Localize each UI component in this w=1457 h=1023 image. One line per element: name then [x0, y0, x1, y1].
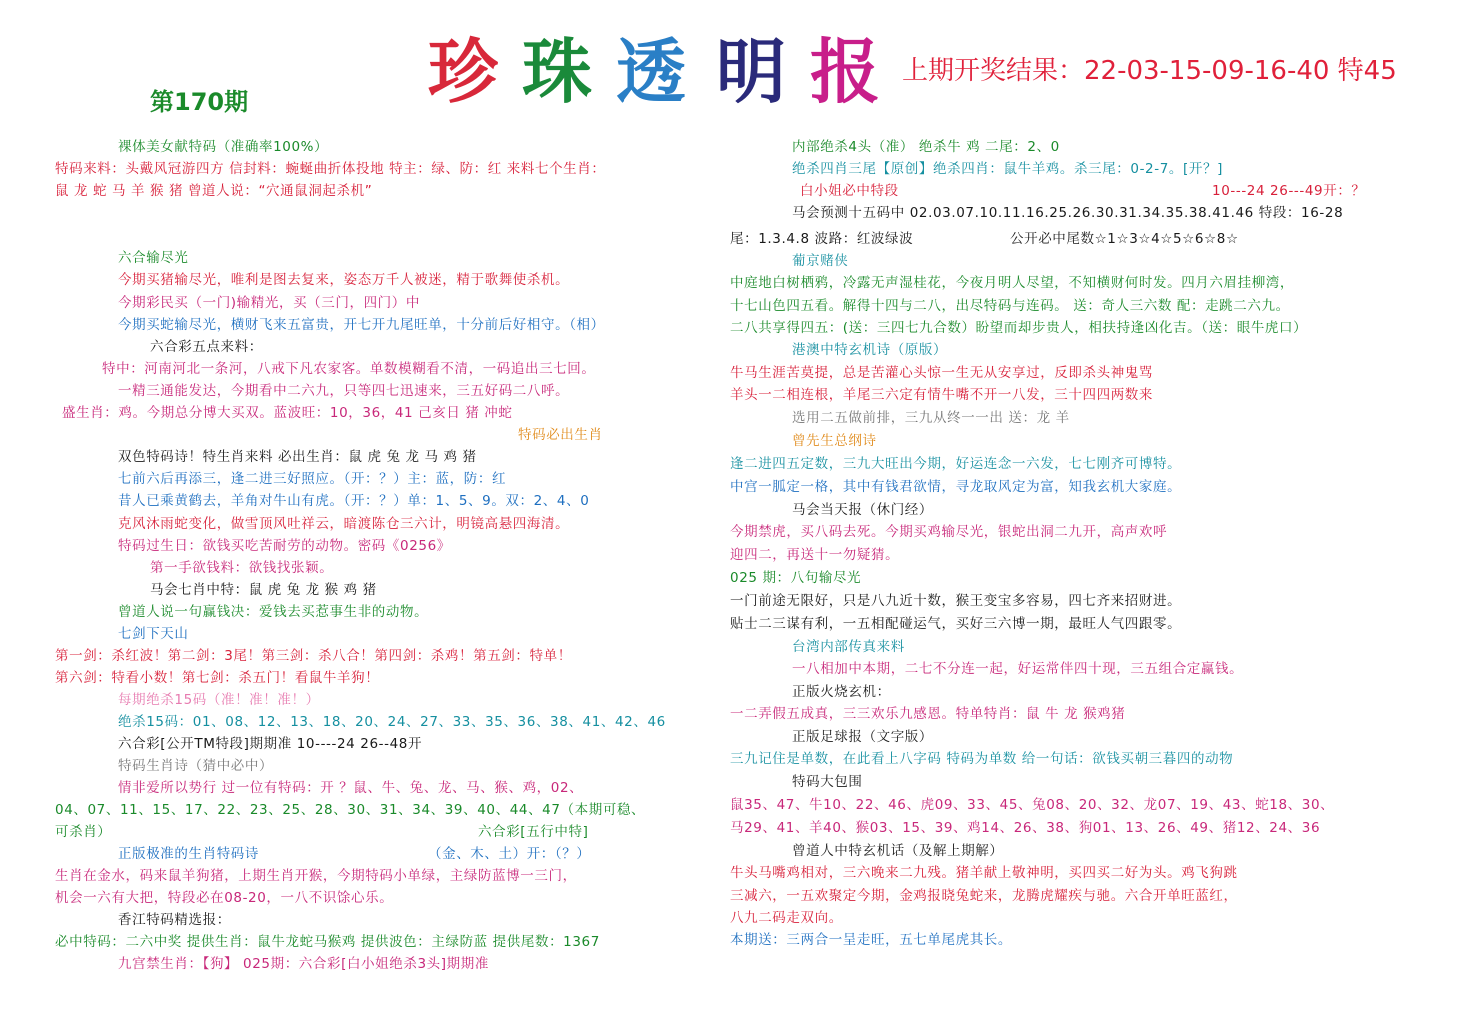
- right-line-8: 葡京赌侠: [792, 253, 849, 269]
- right-line-37: 八九二码走双向。: [730, 910, 843, 926]
- last-draw-result: 上期开奖结果：22-03-15-09-16-40 特45: [902, 56, 1397, 86]
- left-line-9: 特中：河南河北一条河，八戒下凡农家客。单数模糊看不清，一码追出三七回。: [102, 361, 596, 377]
- right-line-24: 贴士二三谋有利，一五相配碰运气，买好三六博一期，最旺人气四跟零。: [730, 616, 1182, 632]
- right-line-2: 绝杀四肖三尾【原创】绝杀四肖：鼠牛羊鸡。杀三尾：0-2-7。[开？]: [792, 161, 1223, 177]
- left-line-15: 昔人已乘黄鹤去，羊角对牛山有虎。（开：？）单：1、5、9。双：2、4、0: [118, 493, 590, 509]
- left-line-10: 一精三通能发达，今期看中二六九，只等四七迅速来，三五好码二八呼。: [118, 383, 570, 399]
- title-char-5: 报: [810, 30, 880, 113]
- left-line-7: 今期买蛇输尽光，横财飞来五富贵，开七开九尾旺单，十分前后好相守。（相）: [118, 317, 605, 333]
- left-line-28: 情非爱所以势行 过一位有特码：开 ？鼠、牛、兔、龙、马、猴、鸡，02、: [118, 780, 584, 796]
- left-line-23: 第六剑：特看小数！第七剑：杀五门！看鼠牛羊狗！: [55, 670, 380, 686]
- right-line-6: 尾：1.3.4.8 波路：红波绿波: [730, 231, 914, 247]
- left-line-1: 裸体美女献特码（准确率100%）: [118, 139, 329, 155]
- right-line-34: 曾道人中特玄机话（及解上期解）: [792, 843, 1004, 859]
- right-line-25: 台湾内部传真来料: [792, 639, 905, 655]
- right-line-31: 特码大包围: [792, 774, 863, 790]
- left-line-32: 正版极准的生肖特码诗: [118, 846, 259, 862]
- left-line-33: （金、木、土）开：（？）: [428, 846, 591, 862]
- right-line-7: 公开必中尾数☆1☆3☆4☆5☆6☆8☆: [1010, 231, 1239, 247]
- right-line-13: 牛马生涯苦莫提，总是苦灌心头惊一生无从安享过，反即杀头神鬼骂: [730, 365, 1153, 381]
- right-line-9: 中庭地白树栖鸦，冷露无声湿桂花，今夜月明人尽望，不知横财何时发。四月六眉挂柳湾，: [730, 275, 1294, 291]
- right-column: [730, 0, 1450, 1023]
- right-line-33: 马29、41、羊40、猴03、15、39、鸡14、26、38、狗01、13、26、49、猪12、24、36: [730, 820, 1321, 836]
- right-line-5: 马会预测十五码中 02.03.07.10.11.16.25.26.30.31.34.35.38.41.46 特段：16-28: [792, 205, 1344, 221]
- left-line-26: 六合彩[公开TM特段]期期准 10----24 26--48开: [118, 736, 423, 752]
- right-line-20: 今期禁虎，买八码去死。今期买鸡输尽光，银蛇出洞二九开，高声欢呼: [730, 524, 1168, 540]
- right-line-21: 迎四二，再送十一勿疑猜。: [730, 547, 900, 563]
- right-line-10: 十七山色四五看。解得十四与二八，出尽特码与连码。 送：奇人三六数 配：走跳二六九。: [730, 298, 1290, 314]
- left-line-8: 六合彩五点来料：: [150, 339, 263, 355]
- left-line-36: 香江特码精选报：: [118, 912, 231, 928]
- left-line-19: 马会七肖中特：鼠 虎 兔 龙 猴 鸡 猪: [150, 582, 377, 598]
- left-line-20: 曾道人说一句赢钱决：爱钱去买惹事生非的动物。: [118, 604, 429, 620]
- right-line-16: 曾先生总纲诗: [792, 433, 877, 449]
- left-line-14: 七前六后再添三，逢二进三好照应。（开：？）主：蓝，防：红: [118, 471, 507, 487]
- left-line-34: 生肖在金水，码来鼠羊狗猪，上期生肖开猴，今期特码小单绿，主绿防蓝博一三门，: [55, 868, 577, 884]
- right-line-22: 025 期：八句输尽光: [730, 570, 862, 586]
- left-line-27: 特码生肖诗（猜中必中）: [118, 758, 274, 774]
- right-line-30: 三九记住是单数，在此看上八字码 特码为单数 给一句话：欲钱买朝三暮四的动物: [730, 751, 1234, 767]
- right-line-14: 羊头一二相连根，羊尾三六定有情牛嘴不开一八发，三十四四两数来: [730, 387, 1153, 403]
- left-line-35: 机会一六有大把，特段必在08-20，一八不识馀心乐。: [55, 890, 394, 906]
- left-line-37: 必中特码：二六中奖 提供生肖：鼠牛龙蛇马猴鸡 提供波色：主绿防蓝 提供尾数：1367: [55, 934, 600, 950]
- left-line-5: 今期买猪输尽光，唯利是图去复来，姿态万千人被迷，精于歌舞使杀机。: [118, 272, 570, 288]
- left-line-29: 04、07、11、15、17、22、23、25、28、30、31、34、39、40、44、47（本期可稳、: [55, 802, 646, 818]
- right-line-36: 三减六，一五欢聚定今期，金鸡报晓兔蛇来，龙腾虎耀疾与驰。六合开单旺蓝红，: [730, 888, 1238, 904]
- right-line-28: 一二弄假五成真，三三欢乐九感恩。特单特肖：鼠 牛 龙 猴鸡猪: [730, 706, 1126, 722]
- right-line-18: 中宫一胍定一格，其中有钱君欲情，寻龙取风定为富，知我玄机大家庭。: [730, 479, 1182, 495]
- left-line-16: 克风沐雨蛇变化，做雪顶风吐祥云，暗渡陈仓三六计，明镜高悬四海清。: [118, 516, 570, 532]
- right-line-23: 一门前途无限好，只是八九近十数，猴王变宝多容易，四七齐来招财进。: [730, 593, 1182, 609]
- left-column: [0, 0, 680, 1023]
- title-char-1: 珍: [428, 30, 498, 113]
- title-char-4: 明: [716, 30, 786, 113]
- left-line-30: 可杀肖）: [55, 824, 112, 840]
- left-line-3: 鼠 龙 蛇 马 羊 猴 猪 曾道人说：“穴通鼠洞起杀机”: [55, 183, 373, 199]
- title-char-2: 珠: [522, 30, 592, 113]
- right-line-15: 选用二五做前排，三九从终一一出 送：龙 羊: [792, 410, 1070, 426]
- right-line-11: 二八共享得四五：(送：三四七九合数）盼望而却步贵人，相扶持逢凶化吉。（送：眼牛虎口）: [730, 320, 1308, 336]
- right-line-26: 一八相加中本期，二七不分连一起，好运常伴四十现，三五组合定赢钱。: [792, 661, 1244, 677]
- left-line-18: 第一手欲钱料：欲钱找张颖。: [150, 560, 334, 576]
- right-line-27: 正版火烧玄机：: [792, 684, 891, 700]
- right-line-17: 逢二进四五定数，三九大旺出今期，好运连念一六发，七七刚齐可博特。: [730, 456, 1182, 472]
- left-line-24: 每期绝杀15码（准！准！准！）: [118, 692, 320, 708]
- left-line-31: 六合彩[五行中特]: [478, 824, 589, 840]
- left-line-2: 特码来料：头戴风冠游四方 信封料：蜿蜒曲折体投地 特主：绿、防：红 来料七个生肖：: [55, 161, 606, 177]
- left-line-22: 第一剑：杀红波！第二剑：3尾！第三剑：杀八合！第四剑：杀鸡！第五剑：特单！: [55, 648, 572, 664]
- right-line-12: 港澳中特玄机诗（原版）: [792, 342, 948, 358]
- left-line-17: 特码过生日：欲钱买吃苦耐劳的动物。密码《0256》: [118, 538, 451, 554]
- left-line-25: 绝杀15码：01、08、12、13、18、20、24、27、33、35、36、38、41、42、46: [118, 714, 666, 730]
- right-line-29: 正版足球报（文字版）: [792, 729, 933, 745]
- left-line-13: 双色特码诗！特生肖来料 必出生肖：鼠 虎 兔 龙 马 鸡 猪: [118, 449, 477, 465]
- left-line-11: 盛生肖：鸡。今期总分博大买双。蓝波旺：10，36，41 己亥日 猪 冲蛇: [62, 405, 513, 421]
- left-line-12: 特码必出生肖: [518, 427, 603, 443]
- right-line-19: 马会当天报（休门经）: [792, 502, 933, 518]
- issue-number: 第170期: [150, 88, 249, 116]
- left-line-6: 今期彩民买（一门)输精光，买（三门，四门）中: [118, 295, 420, 311]
- right-line-3: 白小姐必中特段: [800, 183, 899, 199]
- right-line-4: 10---24 26---49开：？: [1212, 183, 1366, 199]
- right-line-35: 牛头马嘴鸡相对，三六晚来二九残。猪羊献上敬神明，买四买二好为头。鸡飞狗跳: [730, 865, 1238, 881]
- left-line-21: 七剑下天山: [118, 626, 189, 642]
- left-line-38: 九宫禁生肖：【狗】 025期：六合彩[白小姐绝杀3头]期期准: [118, 956, 489, 972]
- right-line-32: 鼠35、47、牛10、22、46、虎09、33、45、兔08、20、32、龙07、19、43、蛇18、30、: [730, 797, 1335, 813]
- left-line-4: 六合输尽光: [118, 250, 189, 266]
- right-line-38: 本期送：三两合一呈走旺，五七单尾虎其长。: [730, 932, 1012, 948]
- right-line-1: 内部绝杀4头（准） 绝杀牛 鸡 二尾：2、0: [792, 139, 1060, 155]
- title-char-3: 透: [616, 30, 686, 113]
